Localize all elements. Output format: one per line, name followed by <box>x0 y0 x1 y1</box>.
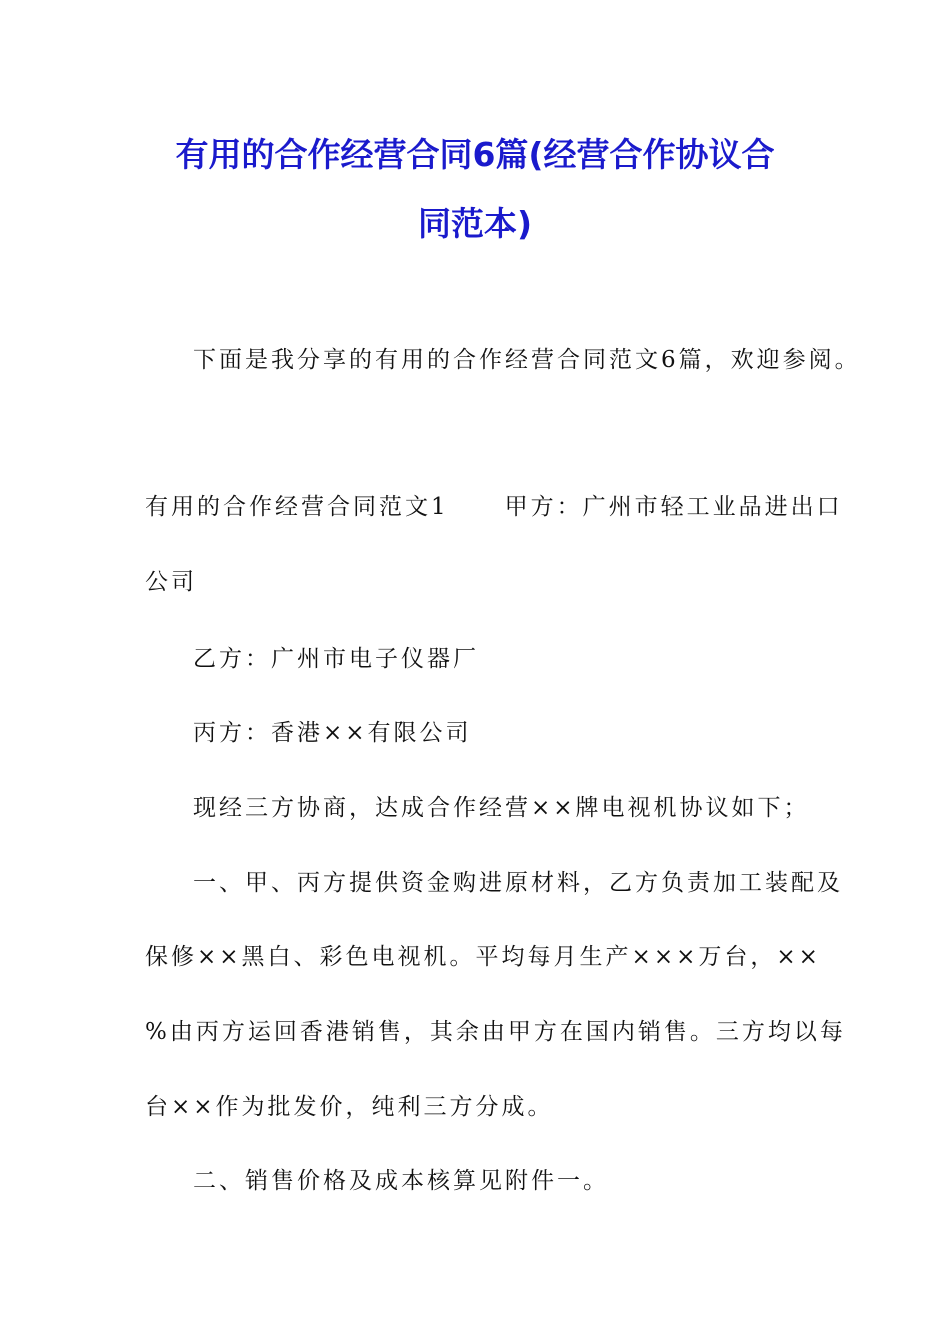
document-title-line-1: 有用的合作经营合同6篇(经营合作协议合 <box>175 135 775 174</box>
party-a-line-2: 公司 <box>145 569 197 595</box>
clause-1-line-3: %由丙方运回香港销售，其余由甲方在国内销售。三方均以每 <box>145 1019 846 1045</box>
section-heading-line <box>145 494 843 520</box>
party-c: 丙方：香港××有限公司 <box>193 720 472 746</box>
party-b: 乙方：广州市电子仪器厂 <box>193 646 479 672</box>
intro-paragraph: 下面是我分享的有用的合作经营合同范文6篇，欢迎参阅。 <box>193 347 861 373</box>
document-title-line-2: 同范本) <box>417 204 533 243</box>
clause-1-line-4: 台××作为批发价，纯利三方分成。 <box>145 1094 554 1120</box>
agreement-intro: 现经三方协商，达成合作经营××牌电视机协议如下； <box>193 795 810 821</box>
party-a-line-1: 甲方：广州市轻工业品进出口 <box>504 494 843 520</box>
clause-1-line-2: 保修××黑白、彩色电视机。平均每月生产×××万台，×× <box>145 944 821 970</box>
clause-1-line-1: 一、甲、丙方提供资金购进原材料，乙方负责加工装配及 <box>193 870 843 896</box>
clause-2: 二、销售价格及成本核算见附件一。 <box>193 1168 609 1194</box>
section-heading: 有用的合作经营合同范文1 <box>145 494 449 520</box>
